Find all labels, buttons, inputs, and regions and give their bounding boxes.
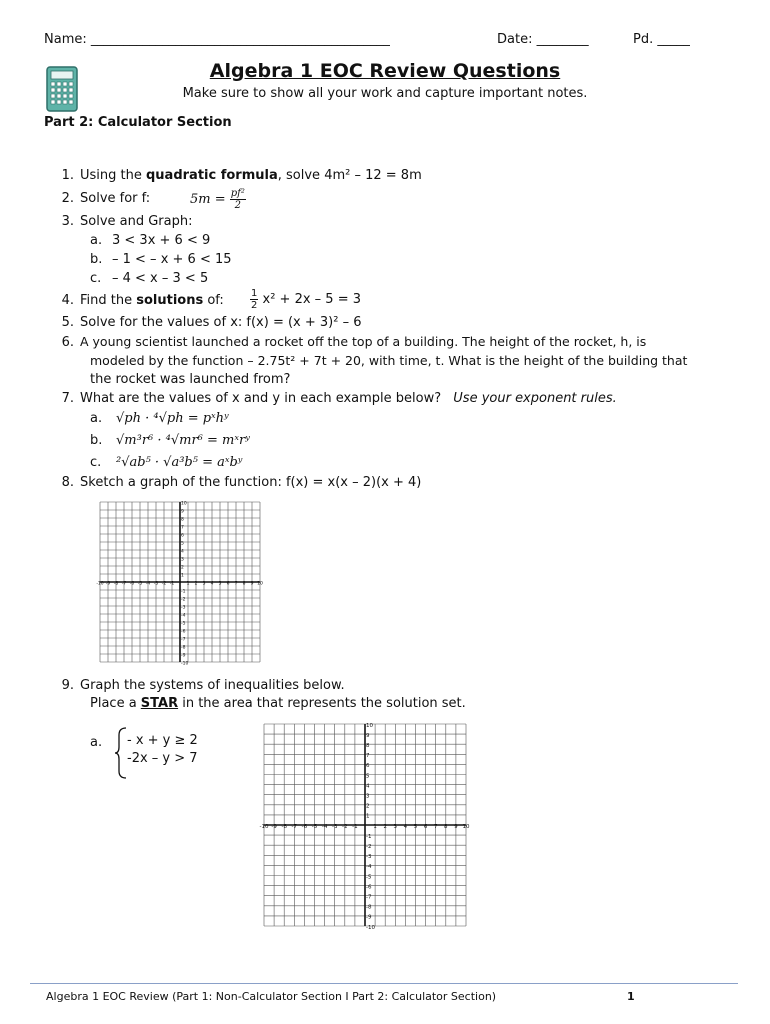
question-text: Find the — [80, 293, 137, 308]
part-label: c. — [90, 271, 102, 286]
question-3-part-c — [90, 271, 208, 286]
fraction — [250, 288, 258, 311]
x-tick-label: -3 — [153, 581, 159, 587]
equation-expression: x² + 2x – 5 = 3 — [262, 292, 362, 307]
part-expression: √m³r⁶ · ⁴√mr⁶ = mˣrʸ — [116, 433, 250, 448]
x-tick-label: 5 — [218, 581, 222, 587]
part-text: – 1 < – x + 6 < 15 — [112, 252, 232, 267]
question-number: 8. — [61, 475, 74, 490]
y-tick-label: 9 — [366, 732, 370, 739]
y-tick-label: -10 — [366, 924, 375, 931]
y-tick-label: 7 — [366, 753, 370, 760]
x-tick-label: 1 — [373, 823, 377, 830]
x-tick-label: -7 — [121, 581, 127, 587]
y-tick-label: -3 — [181, 605, 186, 611]
question-7-part-c — [90, 455, 242, 470]
equation — [250, 288, 361, 311]
question-6-line-2: modeled by the function – 2.75t² + 7t + 20, with time, t. What is the height of the building that — [90, 353, 688, 368]
y-tick-label: -8 — [366, 904, 372, 911]
part-text: – 4 < x – 3 < 5 — [112, 271, 209, 286]
question-6-line-3: the rocket was launched from? — [90, 372, 291, 387]
part-text: 3 < 3x + 6 < 9 — [112, 233, 211, 248]
part-label: b. — [90, 433, 103, 448]
y-tick-label: -9 — [181, 653, 186, 659]
coordinate-grid-svg[interactable] — [94, 496, 266, 668]
y-tick-label: -6 — [366, 884, 372, 891]
y-tick-label: 8 — [366, 742, 370, 749]
y-tick-label: -5 — [181, 621, 186, 627]
x-tick-label: -1 — [169, 581, 175, 587]
y-tick-label: -2 — [366, 843, 372, 850]
question-text: Using the — [80, 168, 146, 183]
name-field: Name: ______________________________________________ — [44, 32, 390, 47]
question-emphasis: quadratic formula — [146, 168, 278, 183]
question-emphasis: STAR — [140, 696, 179, 711]
y-tick-label: 3 — [366, 793, 370, 800]
date-field: Date: ________ — [497, 32, 589, 47]
question-1 — [52, 168, 422, 183]
y-tick-label: 10 — [181, 501, 187, 507]
y-tick-label: 10 — [366, 722, 373, 729]
x-tick-label: 4 — [403, 823, 408, 830]
y-tick-label: 2 — [366, 803, 370, 810]
x-tick-label: -6 — [129, 581, 135, 587]
y-tick-label: -5 — [366, 874, 372, 881]
y-tick-label: -6 — [181, 629, 186, 635]
y-tick-label: 9 — [181, 509, 184, 515]
x-tick-label: -4 — [321, 823, 328, 830]
footer-divider — [30, 983, 738, 984]
question-text: Place a — [90, 696, 141, 711]
question-number: 6. — [61, 335, 74, 350]
x-tick-label: -10 — [259, 823, 269, 830]
x-tick-label: 3 — [202, 581, 206, 587]
part-label: a. — [90, 735, 103, 750]
question-number: 9. — [61, 678, 74, 693]
fraction-denominator: 2 — [251, 300, 258, 311]
fraction — [230, 188, 246, 211]
fraction-numerator: pf² — [230, 188, 245, 199]
question-7-part-a — [90, 411, 229, 426]
y-tick-label: 3 — [181, 557, 184, 563]
x-tick-label: -5 — [137, 581, 143, 587]
question-text: Solve for f: — [80, 191, 151, 206]
part-expression: ²√ab⁵ · √a³b⁵ = aˣbʸ — [116, 455, 243, 470]
y-tick-label: 5 — [366, 773, 370, 780]
question-3 — [52, 214, 193, 229]
y-tick-label: 6 — [366, 763, 370, 770]
x-tick-label: -6 — [301, 823, 308, 830]
question-text: Graph the systems of inequalities below. — [80, 678, 345, 693]
coordinate-grid-1[interactable] — [94, 496, 266, 672]
question-7 — [52, 391, 617, 406]
question-number: 5. — [61, 315, 74, 330]
page-number: 1 — [627, 990, 635, 1003]
inequality-2: -2x – y > 7 — [127, 751, 198, 766]
question-text: What are the values of x and y in each example below? — [80, 391, 442, 406]
coordinate-grid-2[interactable] — [258, 718, 472, 936]
question-number: 2. — [61, 191, 74, 206]
part-label: a. — [90, 233, 103, 248]
x-tick-label: -7 — [291, 823, 298, 830]
y-tick-label: -8 — [181, 645, 186, 651]
x-tick-label: 9 — [250, 581, 254, 587]
question-hint: Use your exponent rules. — [453, 391, 617, 406]
x-tick-label: 9 — [454, 823, 458, 830]
system-brace — [114, 727, 128, 783]
y-tick-label: 8 — [181, 517, 184, 523]
y-tick-label: -4 — [366, 864, 372, 871]
footer-text: Algebra 1 EOC Review (Part 1: Non-Calculator Section I Part 2: Calculator Section) — [46, 990, 497, 1003]
question-9 — [52, 678, 345, 693]
y-tick-label: 1 — [181, 573, 184, 579]
question-text: of: — [203, 293, 224, 308]
y-tick-label: -7 — [366, 894, 372, 901]
question-text: Solve for the values of x: f(x) = (x + 3)² – 6 — [80, 315, 362, 330]
question-2 — [52, 191, 150, 206]
y-tick-label: -1 — [181, 589, 186, 595]
period-field: Pd. _____ — [633, 32, 690, 47]
x-tick-label: 6 — [226, 581, 230, 587]
y-tick-label: 1 — [366, 813, 370, 820]
x-tick-label: 1 — [186, 581, 190, 587]
question-text: Sketch a graph of the function: f(x) = x(x – 2)(x + 4) — [80, 475, 422, 490]
equation-lhs: 5m = — [190, 192, 226, 207]
part-label: c. — [90, 455, 102, 470]
y-tick-label: -1 — [366, 833, 372, 840]
x-tick-label: -5 — [311, 823, 318, 830]
fraction-numerator: 1 — [251, 288, 258, 299]
y-tick-label: -9 — [366, 914, 372, 921]
y-tick-label: 7 — [181, 525, 184, 531]
page-title: Algebra 1 EOC Review Questions — [209, 60, 561, 82]
x-tick-label: -8 — [281, 823, 287, 830]
x-tick-label: 7 — [433, 823, 438, 830]
coordinate-grid-svg[interactable] — [258, 718, 472, 932]
x-tick-label: -2 — [161, 581, 167, 587]
y-tick-label: -3 — [366, 854, 372, 861]
x-tick-label: 8 — [444, 823, 448, 830]
x-tick-label: -8 — [113, 581, 119, 587]
question-text: in the area that represents the solution set. — [178, 696, 466, 711]
question-emphasis: solutions — [136, 293, 204, 308]
question-number: 3. — [61, 214, 74, 229]
y-tick-label: 4 — [366, 783, 370, 790]
question-number: 7. — [61, 391, 74, 406]
question-3-part-b — [90, 252, 232, 267]
x-tick-label: 5 — [413, 823, 418, 830]
section-heading: Part 2: Calculator Section — [44, 115, 232, 130]
question-9-line-2 — [90, 696, 466, 711]
y-tick-label: -4 — [181, 613, 186, 619]
question-number: 1. — [61, 168, 74, 183]
question-5 — [52, 315, 361, 330]
question-3-part-a — [90, 233, 210, 248]
y-tick-label: 2 — [181, 565, 184, 571]
question-8 — [52, 475, 421, 490]
question-text: A young scientist launched a rocket off the top of a building. The height of the rocket, h, is — [80, 334, 647, 349]
x-tick-label: -2 — [342, 823, 348, 830]
x-tick-label: 7 — [234, 581, 238, 587]
x-tick-label: 3 — [393, 823, 398, 830]
y-tick-label: -2 — [181, 597, 186, 603]
x-tick-label: 10 — [462, 823, 470, 830]
page-subtitle: Make sure to show all your work and capture important notes. — [182, 86, 588, 101]
question-4 — [52, 293, 224, 308]
part-label: b. — [90, 252, 103, 267]
question-text: , solve 4m² – 12 = 8m — [277, 168, 422, 183]
x-tick-label: -4 — [145, 581, 151, 587]
x-tick-label: -10 — [96, 581, 104, 587]
question-7-part-b — [90, 433, 250, 448]
part-expression: √ph · ⁴√ph = pˣhʸ — [116, 411, 229, 426]
question-number: 4. — [61, 293, 74, 308]
y-tick-label: 6 — [181, 533, 184, 539]
question-6 — [52, 334, 646, 350]
y-tick-label: 4 — [181, 549, 184, 555]
x-tick-label: 4 — [210, 581, 214, 587]
x-tick-label: 2 — [194, 581, 198, 587]
y-tick-label: -7 — [181, 637, 186, 643]
fraction-denominator: 2 — [234, 200, 242, 211]
x-tick-label: 2 — [383, 823, 387, 830]
x-tick-label: 6 — [423, 823, 428, 830]
x-tick-label: 10 — [257, 581, 263, 587]
question-text: Solve and Graph: — [80, 214, 193, 229]
x-tick-label: -3 — [331, 823, 338, 830]
x-tick-label: -9 — [271, 823, 277, 830]
y-tick-label: 5 — [181, 541, 184, 547]
part-label: a. — [90, 411, 103, 426]
x-tick-label: -9 — [105, 581, 111, 587]
x-tick-label: -1 — [352, 823, 358, 830]
x-tick-label: 8 — [242, 581, 246, 587]
y-tick-label: -10 — [181, 661, 189, 667]
equation — [190, 188, 246, 211]
inequality-1: - x + y ≥ 2 — [127, 733, 198, 748]
